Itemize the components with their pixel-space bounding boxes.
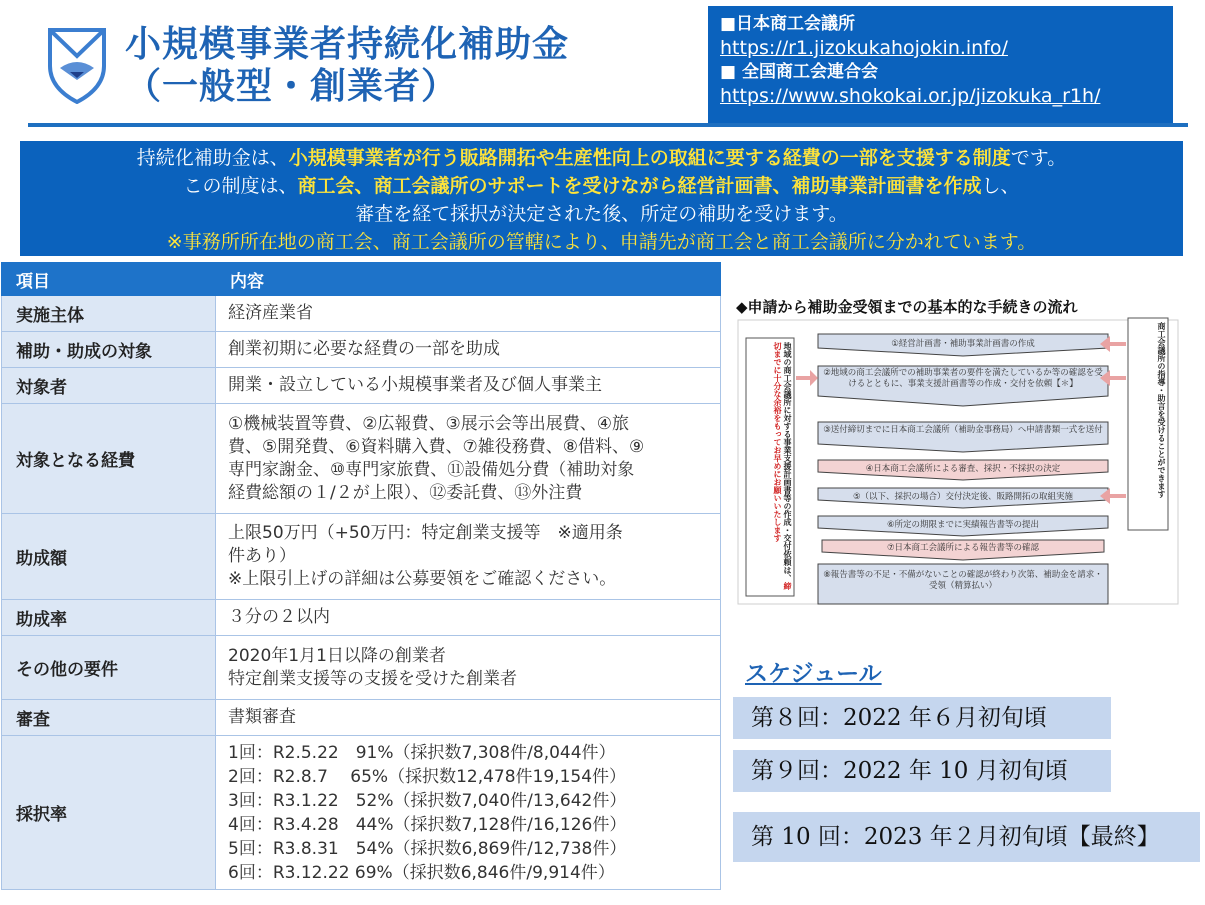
value-line: 創業初期に必要な経費の一部を助成 [228,339,500,359]
page-title [125,24,705,108]
value-line: ３分の２以内 [228,607,330,627]
value-line: 特定創業支援等の支援を受けた創業者 [228,668,517,689]
value-line: 費、⑤開発費、⑥資料購入費、⑦雑役務費、⑧借料、⑨ [228,436,645,457]
value-line: 5回：R3.8.31 54%（採択数6,869件/12,738件） [228,838,627,859]
value-line: 6回：R3.12.22 69%（採択数6,846件/9,914件） [228,862,615,883]
schedule-item: 第８回：2022 年６月初旬頃 [733,697,1111,739]
intro-band [20,141,1183,256]
row-value [216,636,721,700]
flow-step: ④日本商工会議所による審査、採択・不採択の決定 [865,464,1061,474]
intro-line-1 [20,144,1183,172]
schedule-title: スケジュール [745,661,882,687]
table-row [2,332,721,368]
header-key: 項目 [2,263,216,296]
intro-highlight: 小規模事業者が行う販路開拓や生産性向上の取組に要する経費の一部を支援する制度 [288,147,1011,169]
title-divider [28,123,1188,127]
title-line-2: （一般型・創業者） [125,66,459,107]
row-value [216,736,721,890]
row-key: 対象となる経費 [2,404,216,514]
table-row [2,636,721,700]
table-row [2,700,721,736]
value-line: 専門家謝金、⑩専門家旅費、⑪設備処分費（補助対象 [228,459,635,480]
left-note-red: 締切までに十分な余裕をもってお早めにお願いいたします [773,342,792,590]
value-line: 2回：R2.8.7 65%（採択数12,478件19,154件） [228,766,627,787]
table-row [2,368,721,404]
row-key: その他の要件 [2,636,216,700]
info-table [1,262,721,890]
flow-step: ⑧報告書等の不足・不備がないことの確認が終わり次第、補助金を請求・受領（精算払い） [823,570,1103,591]
contact-link-1[interactable]: https://r1.jizokukahojokin.info/ [720,37,1008,59]
row-value [216,514,721,600]
shield-logo-icon [46,26,108,104]
value-line: 4回：R3.4.28 44%（採択数7,128件/16,126件） [228,814,627,835]
title-line-1: 小規模事業者持続化補助金 [125,24,570,65]
intro-text: です。 [1010,147,1067,169]
contact-org-1: ■日本商工会議所 [720,14,856,34]
value-line: 経済産業省 [228,303,313,323]
intro-text: 持続化補助金は、 [136,147,289,169]
intro-text: この制度は、 [183,175,298,197]
row-key: 採択率 [2,736,216,890]
intro-line-2 [20,172,1183,200]
flow-step: ⑦日本商工会議所による報告書等の確認 [886,543,1040,553]
row-key: 実施主体 [2,296,216,332]
row-key: 補助・助成の対象 [2,332,216,368]
table-row [2,514,721,600]
value-line: 経費総額の１/２が上限）、⑫委託費、⑬外注費 [228,482,583,503]
value-line: 1回：R2.5.22 91%（採択数7,308件/8,044件） [228,742,616,763]
table-row [2,600,721,636]
row-key: 審査 [2,700,216,736]
value-line: 2020年1月1日以降の創業者 [228,645,446,666]
contact-org-2: ■ 全国商工会連合会 [720,62,878,82]
row-value [216,404,721,514]
flow-step: ③送付締切までに日本商工会議所（補助金事務局）へ申請書類一式を送付 [823,425,1103,435]
value-line: ①機械装置等費、②広報費、③展示会等出展費、④旅 [228,413,629,434]
row-value [216,368,721,404]
table-row [2,736,721,890]
flow-step: ⑥所定の期限までに実績報告書等の提出 [886,520,1040,530]
flow-diagram [730,272,1186,612]
row-key: 助成率 [2,600,216,636]
row-key: 対象者 [2,368,216,404]
intro-line-3: 審査を経て採択が決定された後、所定の補助を受けます。 [355,203,848,225]
value-line: 上限50万円（+50万円：特定創業支援等 ※適用条 [228,523,623,543]
flow-step: ②地域の商工会議所での補助事業者の要件を満たしているか等の確認を受けるとともに、事業支援計画書等の作成・交付を依頼【＊】 [823,368,1103,389]
schedule-item: 第 10 回：2023 年２月初旬頃【最終】 [733,812,1200,862]
intro-note: ※事務所所在地の商工会、商工会議所の管轄により、申請先が商工会と商工会議所に分かれています。 [166,231,1037,253]
row-value [216,700,721,736]
header-value: 内容 [216,263,721,296]
value-line: 3回：R3.1.22 52%（採択数7,040件/13,642件） [228,790,627,811]
intro-text: し、 [981,175,1020,197]
value-line: 開業・設立している小規模事業者及び個人事業主 [228,375,602,395]
contact-box [708,6,1173,124]
row-value [216,332,721,368]
flow-left-note [748,342,792,592]
table-header-row [2,263,721,296]
flow-title: ◆申請から補助金受領までの基本的な手続きの流れ [736,298,1078,316]
row-value [216,296,721,332]
value-line: ※上限引上げの詳細は公募要領をご確認ください。 [228,569,617,589]
row-value [216,600,721,636]
value-line: 件あり） [228,546,296,566]
table-row [2,404,721,514]
intro-highlight: 商工会、商工会議所のサポートを受けながら経営計画書、補助事業計画書を作成 [297,175,982,197]
left-note-black: 地域の商工会議所に対する事業支援計画書等の作成・交付依頼は、 [783,342,792,582]
row-key: 助成額 [2,514,216,600]
flow-step: ①経営計画書・補助事業計画書の作成 [891,339,1035,349]
flow-step: ⑤（以下、採択の場合）交付決定後、販路開拓の取組実施 [852,492,1074,502]
table-row [2,296,721,332]
contact-link-2[interactable]: https://www.shokokai.or.jp/jizokuka_r1h/ [720,85,1101,107]
value-line: 書類審査 [228,707,296,727]
schedule-item: 第９回：2022 年 10 月初旬頃 [733,750,1111,792]
flow-right-note: 商工会議所の指導・助言を受けることができます [1157,322,1166,498]
